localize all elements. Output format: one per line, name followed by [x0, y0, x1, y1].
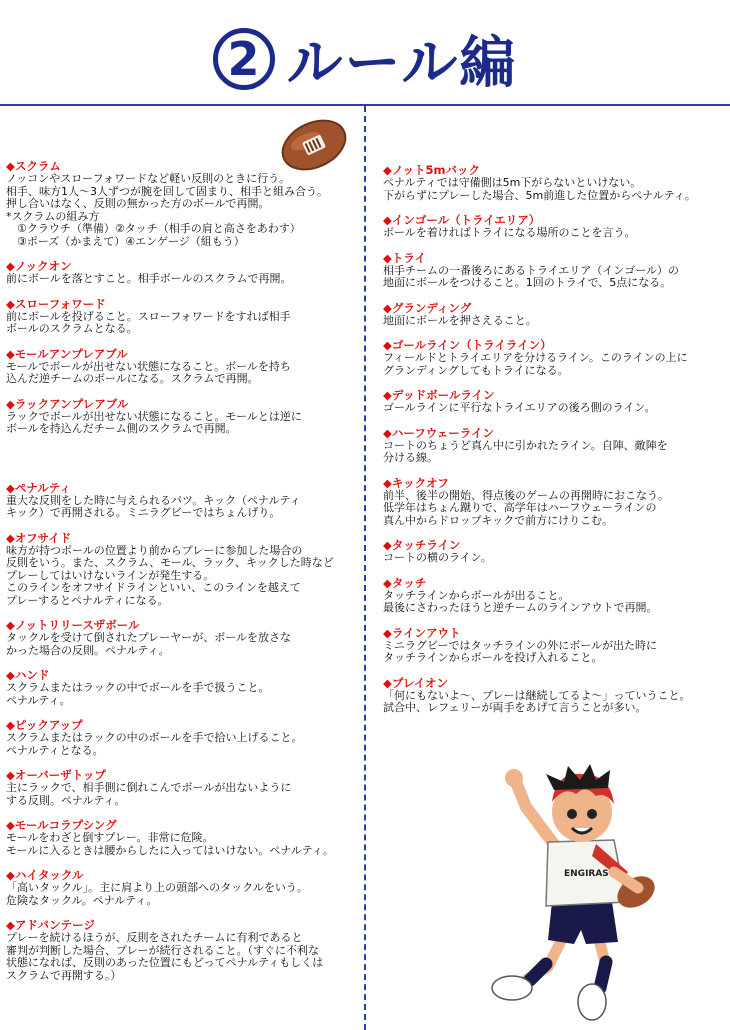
rule-entry-not-release — [6, 619, 358, 657]
rule-title: ◆ペナルティ — [6, 480, 71, 495]
jersey-text: ENGIRAS — [564, 869, 609, 879]
rule-entry-advantage — [6, 919, 358, 982]
page-title — [0, 14, 730, 104]
rule-entry-maul-unplayable — [6, 348, 358, 386]
rule-title: ◆トライ — [383, 250, 426, 265]
rule-body: ラックでボールが出せない状態になること。モールとは逆に ボールを持込んだチーム側のスクラムで再開。 — [6, 409, 302, 435]
rule-body: ゴールラインに平行なトライエリアの後ろ側のライン。 — [383, 401, 656, 414]
rule-entry-hand — [6, 669, 358, 707]
rule-title: ◆オーバーザトップ — [6, 768, 106, 782]
rule-title: ◆ノックオン — [6, 259, 72, 273]
rule-title: ◆ラックアンプレアブル — [6, 396, 129, 411]
rule-entry-halfway-line — [383, 427, 723, 465]
rule-body: 前にボールを投げること。スローフォワードをすれば相手 ボールのスクラムとなる。 — [6, 309, 291, 335]
rule-title: ◆モールアンプレアブル — [6, 346, 128, 361]
rule-body: プレーを続けるほうが、反則をされたチームに有利であると 審判が判断した場合、プレーが続行されること。（すぐに不利な 状態になれば、反則のあった位置にもどってペナルティもしくは スクラムで再開する。） — [6, 931, 324, 982]
rule-body: 「何にもないよ～、プレーは継続してるよ～」っていうこと。 試合中、レフェリーが両手をあげて言うことが多い。 — [383, 688, 691, 714]
rule-entry-not-5m-back — [383, 164, 723, 202]
rule-title: ◆スクラム — [6, 159, 61, 173]
right-column — [383, 164, 723, 727]
rule-entry-scrum — [6, 160, 358, 248]
rule-entry-over-the-top — [6, 769, 358, 807]
rule-title: ◆ゴールライン（トライライン） — [383, 338, 552, 352]
rule-title: ◆モールコラプシング — [6, 818, 117, 832]
rule-body: コートのちょうど真ん中に引かれたライン。自陣、敵陣を 分ける線。 — [383, 438, 668, 464]
rugby-player-illustration — [486, 752, 666, 1022]
rule-entry-dead-ball-line — [383, 389, 723, 415]
rule-title: ◆スローフォワード — [6, 296, 106, 311]
rule-body: 地面にボールを押さえること。 — [383, 313, 537, 327]
rule-body: モールでボールが出せない状態になること。ボールを持ち 込んだ逆チームのボールになる。スクラムで再開。 — [6, 359, 291, 385]
rule-title: ◆ピックアップ — [6, 718, 83, 732]
rule-title: ◆ノットリリースザボール — [6, 618, 140, 632]
rule-entry-kickoff — [383, 477, 723, 528]
rule-entry-high-tackle — [6, 869, 358, 907]
rule-title: ◆アドバンテージ — [6, 918, 95, 932]
rule-body: スクラムまたはラックの中のボールを手で拾い上げること。 ペナルティとなる。 — [6, 731, 303, 757]
rule-body: ペナルティでは守備側は5m下がらないといけない。 下がらずにプレーした場合、5m前進した位置からペナルティ。 — [383, 176, 696, 202]
rule-title: ◆ハイタックル — [6, 868, 84, 882]
rule-title: ◆ノット5mバック — [383, 163, 481, 177]
rule-body: 味方が持つボールの位置より前からプレーに参加した場合の 反則をいう。また、スクラム、モール、ラック、キックした時など プレーしてはいけないラインが発生する。 このラインをオフサイドラインといい、このラインを越えて プレーするとペナルティになる。 — [6, 543, 334, 607]
rule-body: タッチラインからボールが出ること。 最後にさわったほうと逆チームのラインアウトで再開。 — [383, 588, 658, 614]
rule-title: ◆オフサイド — [6, 530, 72, 545]
rule-title: ◆ハンド — [6, 668, 50, 682]
rule-title: ◆ハーフウェーライン — [383, 425, 494, 440]
rule-body: ボールを着ければトライになる場所のことを言う。 — [383, 226, 636, 239]
rule-body: 前半、後半の開始、得点後のゲームの再開時におこなう。 低学年はちょん蹴りで、高学年はハーフウェーラインの 真ん中からドロップキックで前方にけりこむ。 — [383, 488, 669, 527]
rule-body: ミニラグビーではタッチラインの外にボールが出た時に タッチラインからボールを投げ入れること。 — [383, 638, 658, 664]
rule-body: 重大な反則をした時に与えられるバツ。キック（ペナルティ キック）で再開される。ミニラグビーではちょんげり。 — [6, 493, 301, 519]
rule-entry-touch-line — [383, 539, 723, 565]
rule-body: フィールドとトライエリアを分けるライン。このラインの上に グランディングしてもトライになる。 — [383, 351, 688, 377]
rule-entry-lineout — [383, 627, 723, 665]
rule-entry-ruck-unplayable — [6, 398, 358, 436]
rule-entry-maul-collapsing — [6, 819, 358, 857]
rule-entry-touch — [383, 577, 723, 615]
rule-body: 「高いタックル」。主に肩より上の頭部へのタックルをいう。 危険なタックル。ペナルティ。 — [6, 881, 308, 907]
title-text: ルール編 — [286, 31, 518, 96]
left-column — [6, 160, 358, 994]
rule-entry-try — [383, 252, 723, 290]
rule-body: モールをわざと倒すプレー。非常に危険。 モールに入るときは腰からしたに入ってはいけない。ペナルティ。 — [6, 831, 334, 857]
spacer — [6, 448, 358, 482]
rule-title: ◆タッチ — [383, 575, 427, 590]
rule-entry-in-goal — [383, 214, 723, 240]
rule-body: 主にラックで、相手側に倒れこんでボールが出ないように する反則。ペナルティ。 — [6, 781, 292, 807]
rule-title: ◆ラインアウト — [383, 625, 461, 640]
rule-entry-offside — [6, 532, 358, 608]
rule-title: ◆デッドボールライン — [383, 388, 495, 402]
rule-title: ◆グランディング — [383, 300, 472, 315]
rule-body: 相手チームの一番後ろにあるトライエリア（インゴール）の 地面にボールをつけること。1回のトライで、5点になる。 — [383, 263, 680, 289]
rule-body: コートの横のライン。 — [383, 551, 492, 564]
rule-body: タックルを受けて倒されたプレーヤーが、ボールを放さな かった場合の反則。ペナルティ。 — [6, 631, 292, 657]
title-number: 2 — [213, 28, 275, 90]
rule-title: ◆プレイオン — [383, 675, 448, 690]
rule-body: ノッコンやスローフォワードなど軽い反則のときに行う。 相手、味方1人～3人ずつが腕を回して固まり、相手と組み合う。 押し合いはなく、反則の無かった方のボールで再開。 *スクラムの組み方 ①クラウチ（準備）②タッチ（相手の肩と高さをあわす） ③ポーズ（かまえて）④エンゲージ（組もう） — [6, 172, 328, 248]
rule-title: ◆キックオフ — [383, 475, 449, 490]
rule-entry-grounding — [383, 302, 723, 328]
rule-body: 前にボールを落とすこと。相手ボールのスクラムで再開。 — [6, 272, 292, 285]
rule-body: スクラムまたはラックの中でボールを手で扱うこと。 ペナルティ。 — [6, 681, 270, 707]
rule-entry-pickup — [6, 719, 358, 757]
rule-entry-goal-line — [383, 339, 723, 377]
rule-entry-play-on — [383, 677, 723, 715]
rule-title: ◆タッチライン — [383, 538, 461, 552]
rule-entry-throw-forward — [6, 298, 358, 336]
rule-title: ◆インゴール（トライエリア） — [383, 213, 541, 227]
rule-entry-penalty — [6, 482, 358, 520]
rule-entry-knock-on — [6, 260, 358, 286]
column-divider — [364, 106, 366, 1030]
